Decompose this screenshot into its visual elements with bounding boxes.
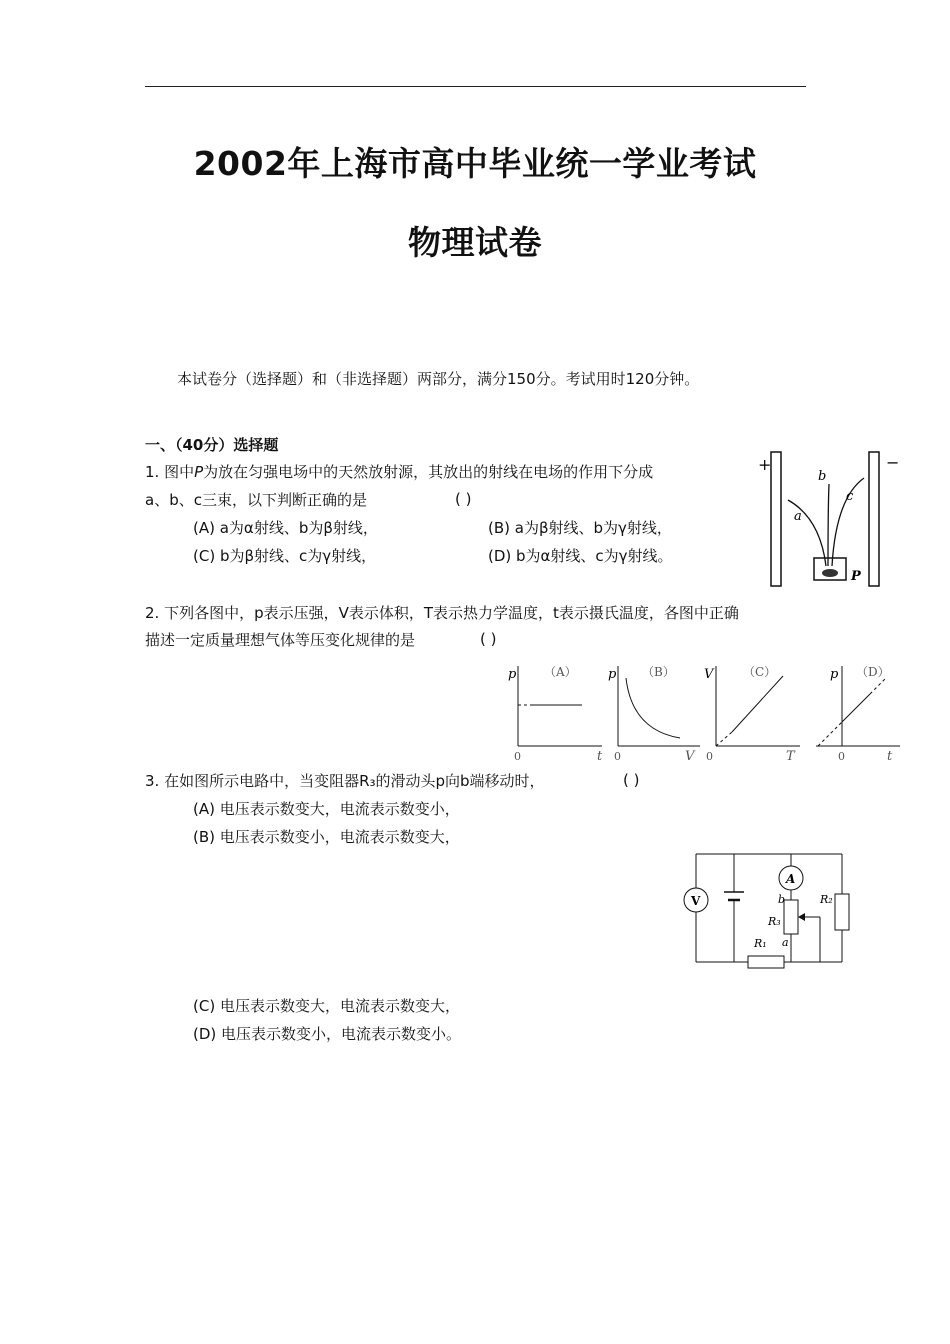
q2-line1: 2. 下列各图中，p表示压强，V表示体积，T表示热力学温度，t表示摄氏温度，各图中正确 — [145, 604, 739, 622]
q2-line2: 描述一定质量理想气体等压变化规律的是 — [145, 631, 416, 649]
graph-d — [816, 665, 900, 764]
r2-label: R₂ — [820, 893, 833, 906]
graph-c-line — [732, 676, 783, 732]
graph-b-x-label: V — [685, 749, 695, 764]
q1-option-a: (A) a为α射线、b为β射线， — [193, 519, 378, 537]
q1-option-b: (B) a为β射线、b为γ射线， — [488, 519, 672, 537]
graph-d-dash-right — [870, 678, 886, 694]
q3-option-c: (C) 电压表示数变大，电流表示数变大， — [193, 997, 460, 1015]
voltmeter-label: V — [691, 894, 701, 908]
q3-option-b: (B) 电压表示数变小，电流表示数变大， — [193, 828, 460, 846]
top-rule — [145, 86, 806, 87]
label-a: a — [794, 509, 802, 524]
q1-answer-blank: ( ) — [455, 490, 472, 508]
graph-d-line — [842, 694, 870, 722]
q3-line1: 3. 在如图所示电路中，当变阻器R₃的滑动头p向b端移动时， — [145, 772, 545, 790]
label-c: c — [846, 489, 854, 504]
page-title: 2002年上海市高中毕业统一学业考试 — [193, 144, 757, 183]
r3-end-a: a — [782, 936, 789, 949]
graph-d-origin: 0 — [838, 750, 845, 763]
q1-option-d: (D) b为α射线、c为γ射线。 — [488, 547, 673, 565]
label-b: b — [818, 469, 827, 484]
positive-plate — [771, 452, 781, 586]
r2-resistor — [835, 894, 849, 930]
q1-line1-start: 1. 图中 — [145, 463, 195, 481]
graph-c-label: （C） — [743, 665, 777, 679]
q3-circuit — [676, 848, 856, 972]
graph-b-curve — [626, 678, 680, 738]
graph-b-origin: 0 — [614, 750, 621, 763]
graph-c — [704, 665, 800, 764]
graph-a-label: （A） — [544, 665, 577, 679]
graph-c-x-label: T — [786, 749, 795, 764]
intro-text: 本试卷分（选择题）和（非选择题）两部分，满分150分。考试用时120分钟。 — [177, 370, 700, 388]
q1-field-figure — [750, 448, 910, 590]
graph-b-label: （B） — [642, 665, 675, 679]
graph-b — [608, 665, 700, 764]
graph-d-x-label: t — [887, 749, 893, 764]
graph-a-origin: 0 — [514, 750, 521, 763]
graph-d-dash-left — [818, 722, 842, 746]
slider-arrow-icon — [798, 913, 805, 921]
ray-b — [828, 484, 829, 566]
graph-c-origin: 0 — [706, 750, 713, 763]
graph-d-y-label: p — [830, 667, 839, 682]
source-icon — [822, 569, 838, 577]
graph-c-y-label: V — [704, 667, 714, 682]
negative-plate — [869, 452, 879, 586]
r1-label: R₁ — [754, 937, 767, 950]
q2-answer-blank: ( ) — [480, 630, 497, 648]
r3-resistor — [784, 900, 798, 934]
q1-line2: a、b、c三束，以下判断正确的是 — [145, 491, 367, 509]
section-heading: 一、（40分）选择题 — [145, 436, 279, 454]
page-subtitle: 物理试卷 — [408, 223, 542, 262]
q3-option-a: (A) 电压表示数变大，电流表示数变小， — [193, 800, 460, 818]
r3-label: R₃ — [768, 915, 781, 928]
q3-option-d: (D) 电压表示数变小，电流表示数变小。 — [193, 1025, 462, 1043]
q1-option-c: (C) b为β射线、c为γ射线， — [193, 547, 377, 565]
graph-a-y-label: p — [508, 667, 517, 682]
graph-a-x-label: t — [597, 749, 603, 764]
r1-resistor — [748, 956, 784, 968]
plus-sign: + — [758, 455, 772, 474]
graph-a — [508, 665, 603, 764]
graph-c-dash — [716, 732, 732, 746]
q2-graphs — [500, 658, 910, 768]
graph-d-label: （D） — [856, 665, 890, 679]
ammeter-label: A — [786, 872, 796, 886]
r3-end-b: b — [778, 893, 786, 906]
q3-answer-blank: ( ) — [623, 771, 640, 789]
q1-line1 — [145, 462, 653, 482]
q1-line1-rest: 为放在匀强电场中的天然放射源，其放出的射线在电场的作用下分成 — [203, 463, 654, 481]
graph-b-y-label: p — [608, 667, 617, 682]
minus-sign: − — [886, 453, 900, 472]
label-p: P — [851, 569, 861, 584]
q1-var-p: P — [194, 463, 204, 481]
